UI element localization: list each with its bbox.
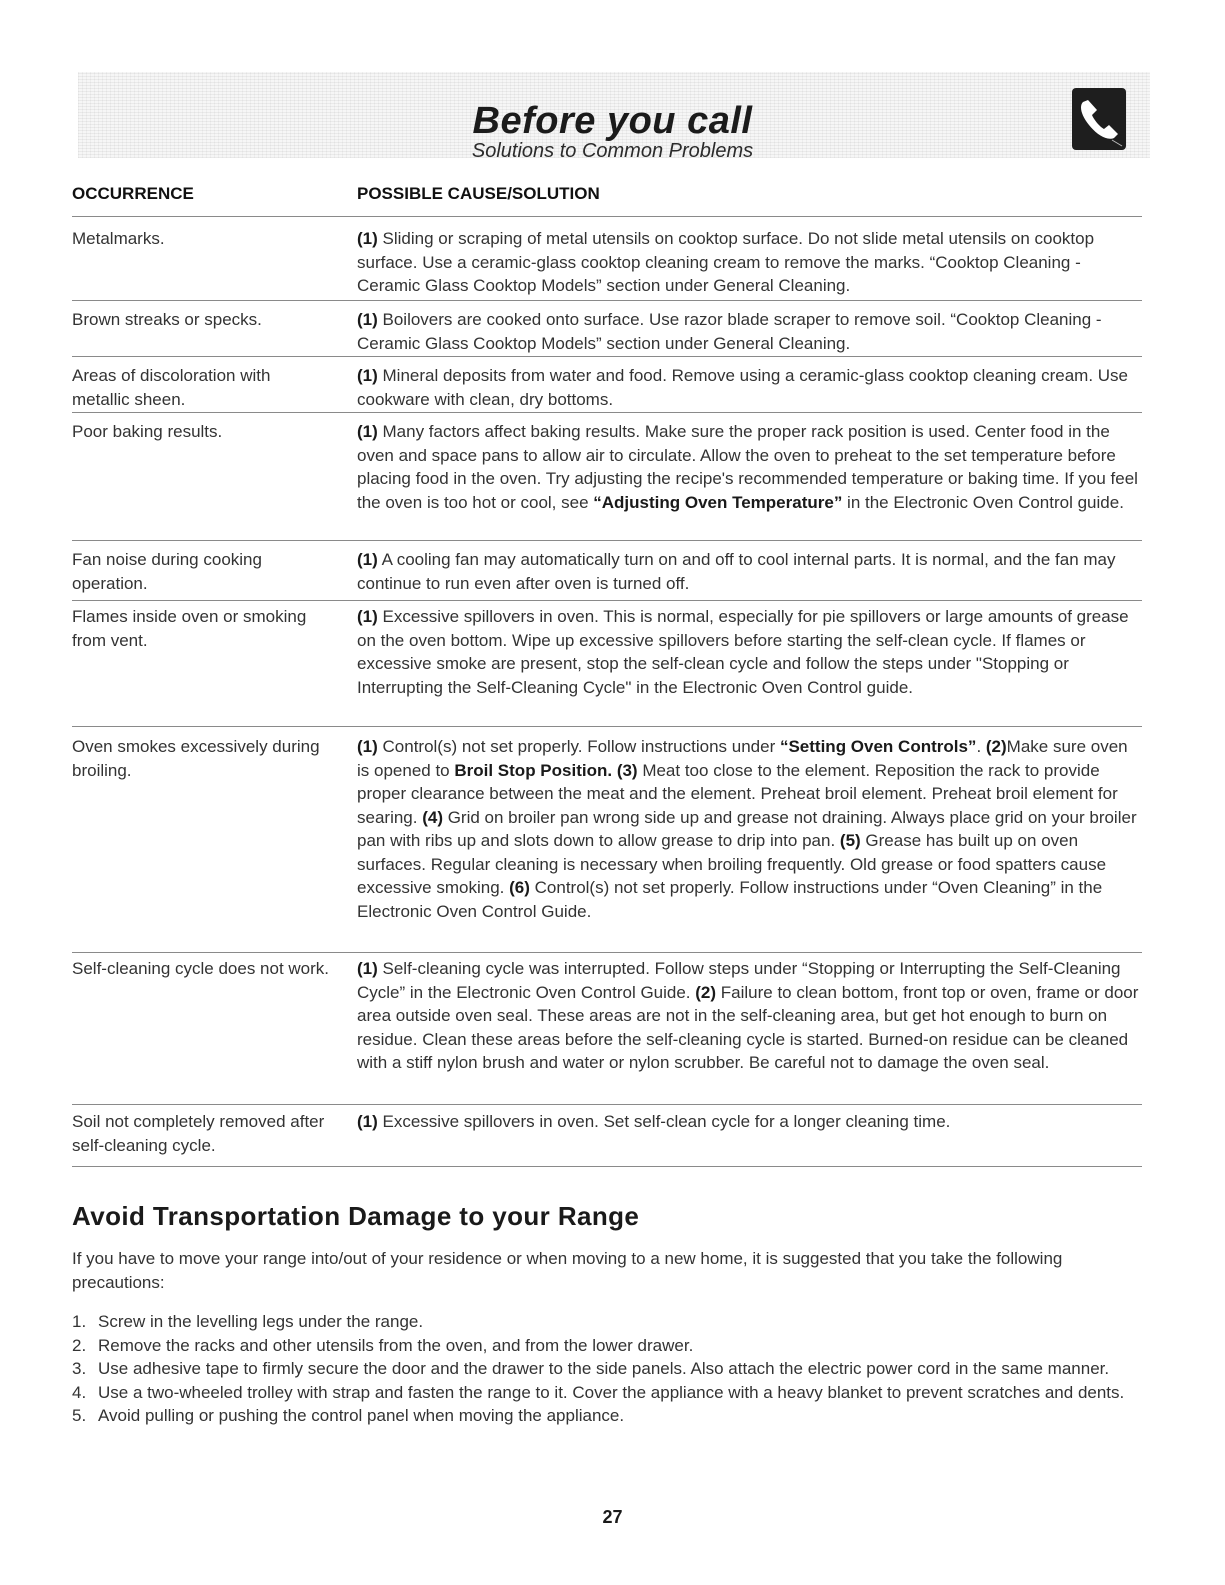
occurrence-cell: Oven smokes excessively during broiling. xyxy=(72,737,320,780)
list-text: Use a two-wheeled trolley with strap and fasten the range to it. Cover the appliance with a heavy blanket to prevent scratches and dents. xyxy=(98,1382,1125,1402)
solution-cell: (1) Sliding or scraping of metal utensils on cooktop surface. Do not slide metal utensils on cooktop surface. Use a ceramic-glass cooktop cleaning cream to remove the marks. “Cooktop Cleaning - Ceramic Glass Cooktop Models” section under General Cleaning. xyxy=(357,229,1095,295)
list-number: 3. xyxy=(72,1359,87,1378)
list-number: 5. xyxy=(72,1406,87,1425)
table-divider xyxy=(72,1166,1142,1167)
list-number: 1. xyxy=(72,1312,87,1331)
occurrence-cell: Metalmarks. xyxy=(72,229,165,248)
table-divider xyxy=(72,356,1142,357)
solution-cell: (1) Self-cleaning cycle was interrupted. Follow steps under “Stopping or Interrupting the Self-Cleaning Cycle” in the Electronic Oven Control Guide. (2) Failure to clean bottom, front top or oven, frame or door area outside oven seal. These areas are not in the self-cleaning area, but get hot enough to burn on residue. Clean these areas before the self-cleaning cycle is started. Burned-on residue can be cleaned with a stiff nylon brush and water or nylon scrubber. Be careful not to damage the oven seal. xyxy=(357,959,1139,1072)
list-item xyxy=(72,1310,1137,1334)
occurrence-cell: Poor baking results. xyxy=(72,422,223,441)
page-title: Before you call xyxy=(472,100,753,142)
occurrence-cell: Soil not completely removed after self-cleaning cycle. xyxy=(72,1112,325,1155)
table-divider xyxy=(72,952,1142,953)
list-text: Screw in the levelling legs under the range. xyxy=(98,1312,424,1331)
list-item xyxy=(72,1334,1137,1358)
table-divider xyxy=(72,300,1142,301)
solution-cell: (1) Control(s) not set properly. Follow instructions under “Setting Oven Controls”. (2)Make sure oven is opened to Broil Stop Position. (3) Meat too close to the element. Reposition the rack to provide proper clearance between the meat and the element. Preheat broil element. Preheat broil element for searing. (4) Grid on broiler pan wrong side up and grease not draining. Always place grid on your broiler pan with ribs up and slots down to allow grease to drip into pan. (5) Grease has built up on oven surfaces. Regular cleaning is necessary when broiling frequently. Old grease or food spatters cause excessive smoking. (6) Control(s) not set properly. Follow instructions under “Oven Cleaning” in the Electronic Oven Control Guide. xyxy=(357,737,1137,921)
solution-cell: (1) Excessive spillovers in oven. Set self-clean cycle for a longer cleaning time. xyxy=(357,1112,951,1131)
table-divider xyxy=(72,1104,1142,1105)
phone-icon xyxy=(1072,88,1126,150)
list-number: 4. xyxy=(72,1382,87,1402)
column-header-solution: POSSIBLE CAUSE/SOLUTION xyxy=(357,184,600,203)
solution-cell: (1) Many factors affect baking results. Make sure the proper rack position is used. Center food in the oven and space pans to allow air to circulate. Allow the oven to preheat to the set temperature before placing food in the oven. Try adjusting the recipe's recommended temperature or baking time. If you feel the oven is too hot or cool, see “Adjusting Oven Temperature” in the Electronic Oven Control guide. xyxy=(357,422,1138,512)
section-intro: If you have to move your range into/out of your residence or when moving to a new home, it is suggested that you take the following precautions: xyxy=(72,1249,1063,1292)
occurrence-cell: Flames inside oven or smoking from vent. xyxy=(72,607,307,650)
solution-cell: (1) Mineral deposits from water and food. Remove using a ceramic-glass cooktop cleaning cream. Use cookware with clean, dry bottoms. xyxy=(357,366,1129,409)
occurrence-cell: Self-cleaning cycle does not work. xyxy=(72,959,330,978)
list-text: Avoid pulling or pushing the control panel when moving the appliance. xyxy=(98,1406,625,1425)
list-text: Use adhesive tape to firmly secure the door and the drawer to the side panels. Also attach the electric power cord in the same manner. xyxy=(98,1359,1110,1378)
column-header-occurrence: OCCURRENCE xyxy=(72,184,194,203)
solution-cell: (1) A cooling fan may automatically turn on and off to cool internal parts. It is normal, and the fan may continue to run even after oven is turned off. xyxy=(357,550,1116,593)
section-heading: Avoid Transportation Damage to your Range xyxy=(72,1201,640,1231)
table-divider xyxy=(72,412,1142,413)
list-text: Remove the racks and other utensils from the oven, and from the lower drawer. xyxy=(98,1335,694,1355)
table-divider xyxy=(72,600,1142,601)
page-subtitle: Solutions to Common Problems xyxy=(471,140,754,162)
table-divider xyxy=(72,216,1142,217)
table-divider xyxy=(72,540,1142,541)
list-item xyxy=(72,1404,1137,1428)
table-divider xyxy=(72,726,1142,727)
occurrence-cell: Areas of discoloration with metallic sheen. xyxy=(72,366,271,409)
page-number: 27 xyxy=(602,1507,623,1527)
precaution-list xyxy=(72,1310,1137,1428)
solution-cell: (1) Excessive spillovers in oven. This is normal, especially for pie spillovers or large amounts of grease on the oven bottom. Wipe up excessive spillovers before starting the self-clean cycle. If flames or excessive smoke are present, stop the self-clean cycle and follow the steps under "Stopping or Interrupting the Self-Cleaning Cycle" in the Electronic Oven Control guide. xyxy=(357,607,1129,697)
occurrence-cell: Brown streaks or specks. xyxy=(72,310,262,329)
occurrence-cell: Fan noise during cooking operation. xyxy=(72,550,262,593)
list-item xyxy=(72,1357,1137,1381)
list-number: 2. xyxy=(72,1335,87,1355)
solution-cell: (1) Boilovers are cooked onto surface. Use razor blade scraper to remove soil. “Cooktop Cleaning - Ceramic Glass Cooktop Models” section under General Cleaning. xyxy=(357,310,1102,353)
list-item xyxy=(72,1381,1137,1405)
